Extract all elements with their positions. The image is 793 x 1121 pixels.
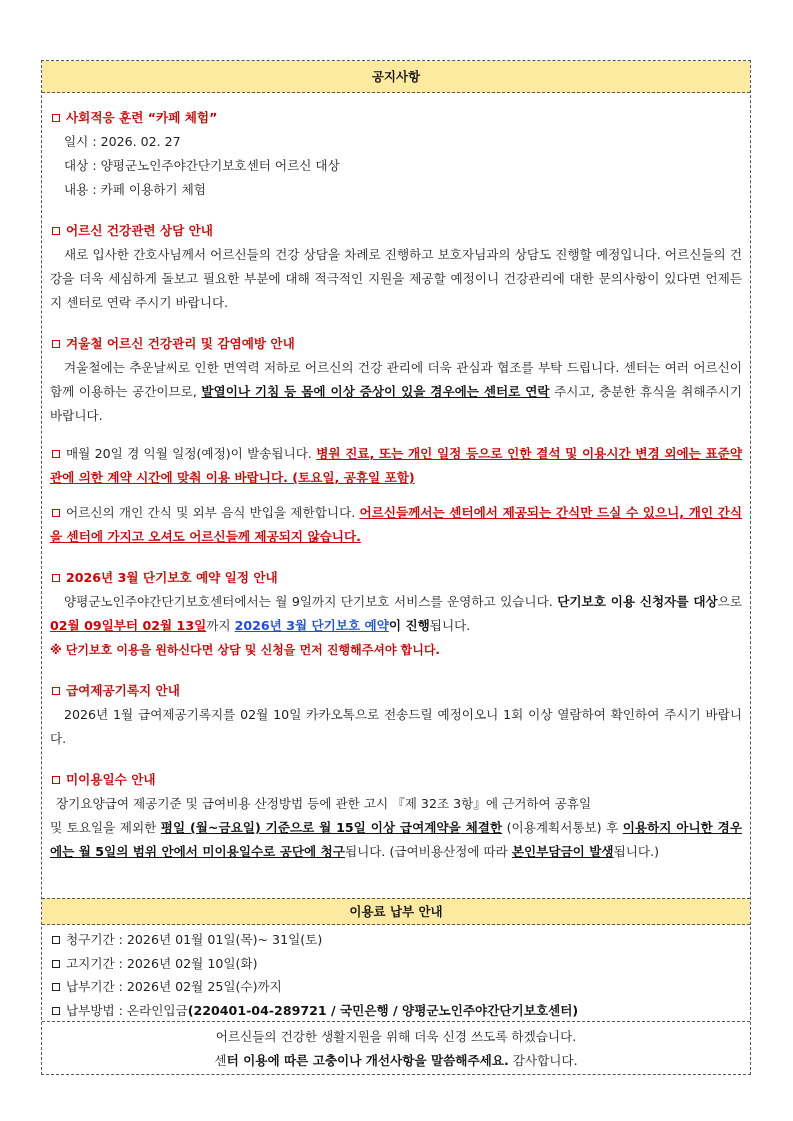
cafe-target: 대상 : 양평군노인주야간단기보호센터 어르신 대상 bbox=[64, 158, 340, 173]
notice-body bbox=[42, 93, 750, 864]
payment-list bbox=[50, 928, 742, 1022]
notice-footer bbox=[42, 1021, 750, 1073]
payment-method: 납부방법 : 온라인입금(220401-04-289721 / 국민은행 / 양평군노인주야간단기보호센터) bbox=[50, 999, 742, 1023]
notice-frame bbox=[41, 60, 751, 1075]
section-reservation bbox=[50, 566, 742, 662]
reservation-text: 양평군노인주야간단기보호센터에서는 월 9일까지 단기보호 서비스를 운영하고 있습니다. 단기보호 이용 신청자를 대상으로 02월 09일부터 02월 13일까지 2026년 3월 단기보호 예약이 진행됩니다. bbox=[50, 594, 743, 633]
section-title: 미이용일수 안내 bbox=[50, 768, 742, 792]
section-benefit-record bbox=[50, 679, 742, 751]
section-title: 어르신 건강관련 상담 안내 bbox=[50, 219, 742, 243]
footer-line2: 센터 이용에 따른 고충이나 개선사항을 말씀해주세요. 감사합니다. bbox=[214, 1053, 578, 1068]
checkbox-icon bbox=[52, 509, 60, 517]
payment-due: 납부기간 : 2026년 02월 25일(수)까지 bbox=[50, 975, 742, 999]
checkbox-icon bbox=[52, 450, 60, 458]
benefit-text: 2026년 1월 급여제공기록지를 02월 10일 카카오톡으로 전송드릴 예정이오니 1회 이상 열람하여 확인하여 주시기 바랍니다. bbox=[50, 707, 742, 746]
unused-text: 및 토요일을 제외한 평일 (월~금요일) 기준으로 월 15일 이상 급여계약을 체결한 (이용계획서통보) 후 이용하지 아니한 경우에는 월 5일의 범위 안에서 미이용일수로 공단에 청구됩니다. (급여비용산정에 따라 본인부담금이 발생됩니다.) bbox=[50, 820, 742, 859]
checkbox-icon bbox=[52, 983, 60, 991]
section-title: 겨울철 어르신 건강관리 및 감염예방 안내 bbox=[50, 332, 742, 356]
reservation-note: ※ 단기보호 이용을 원하신다면 상담 및 신청을 먼저 진행해주셔야 합니다. bbox=[50, 643, 440, 657]
section-cafe bbox=[50, 106, 742, 202]
payment-notice: 고지기간 : 2026년 02월 10일(화) bbox=[50, 952, 742, 976]
health-text: 새로 입사한 간호사님께서 어르신들의 건강 상담을 차례로 진행하고 보호자님과의 상담도 진행할 예정입니다. 어르신들의 건강을 더욱 세심하게 돌보고 필요한 부분에 대해 적극적인 지원을 제공할 예정이니 건강관리에 대한 문의사항이 있다면 언제든지 센터로 연락 주시기 바랍니다. bbox=[50, 247, 742, 310]
section-health bbox=[50, 219, 742, 315]
checkbox-icon bbox=[52, 936, 60, 944]
checkbox-icon bbox=[52, 574, 60, 582]
monthly-schedule-notice: 매월 20일 경 익월 일정(예정)이 발송됩니다. 병원 진료, 또는 개인 일정 등으로 인한 결석 및 이용시간 변경 외에는 표준약관에 의한 계약 시간에 맞춰 이용 바랍니다. (토요일, 공휴일 포함) bbox=[50, 446, 742, 485]
winter-text: 겨울철에는 추운날씨로 인한 면역력 저하로 어르신의 건강 관리에 더욱 관심과 협조를 부탁 드립니다. 센터는 여러 어르신이 함께 이용하는 공간이므로, 발열이나 기침 등 몸에 이상 증상이 있을 경우에는 센터로 연락 주시고, 충분한 휴식을 취해주시기 바랍니다. bbox=[50, 360, 742, 423]
section-winter bbox=[50, 332, 742, 428]
checkbox-icon bbox=[52, 114, 60, 122]
cafe-date: 일시 : 2026. 02. 27 bbox=[64, 134, 181, 149]
snack-notice: 어르신의 개인 간식 및 외부 음식 반입을 제한합니다. 어르신들께서는 센터에서 제공되는 간식만 드실 수 있으니, 개인 간식을 센터에 가지고 오셔도 어르신들께 제공되지 않습니다. bbox=[50, 505, 742, 544]
section-title: 사회적응 훈련 “카페 체험” bbox=[50, 106, 742, 130]
notice-header: 공지사항 bbox=[42, 61, 750, 93]
checkbox-icon bbox=[52, 776, 60, 784]
payment-billing: 청구기간 : 2026년 01월 01일(목)~ 31일(토) bbox=[50, 928, 742, 952]
footer-line1: 어르신들의 건강한 생활지원을 위해 더욱 신경 쓰도록 하겠습니다. bbox=[215, 1029, 577, 1044]
section-unused-days bbox=[50, 768, 742, 864]
checkbox-icon bbox=[52, 340, 60, 348]
checkbox-icon bbox=[52, 960, 60, 968]
checkbox-icon bbox=[52, 687, 60, 695]
section-title: 2026년 3월 단기보호 예약 일정 안내 bbox=[50, 566, 742, 590]
checkbox-icon bbox=[52, 1007, 60, 1015]
unused-line1: 장기요양급여 제공기준 및 급여비용 산정방법 등에 관한 고시 『제 32조 3항』에 근거하여 공휴일 bbox=[56, 796, 592, 811]
payment-header: 이용료 납부 안내 bbox=[42, 898, 750, 925]
checkbox-icon bbox=[52, 227, 60, 235]
section-title: 급여제공기록지 안내 bbox=[50, 679, 742, 703]
cafe-content: 내용 : 카페 이용하기 체험 bbox=[64, 182, 206, 197]
